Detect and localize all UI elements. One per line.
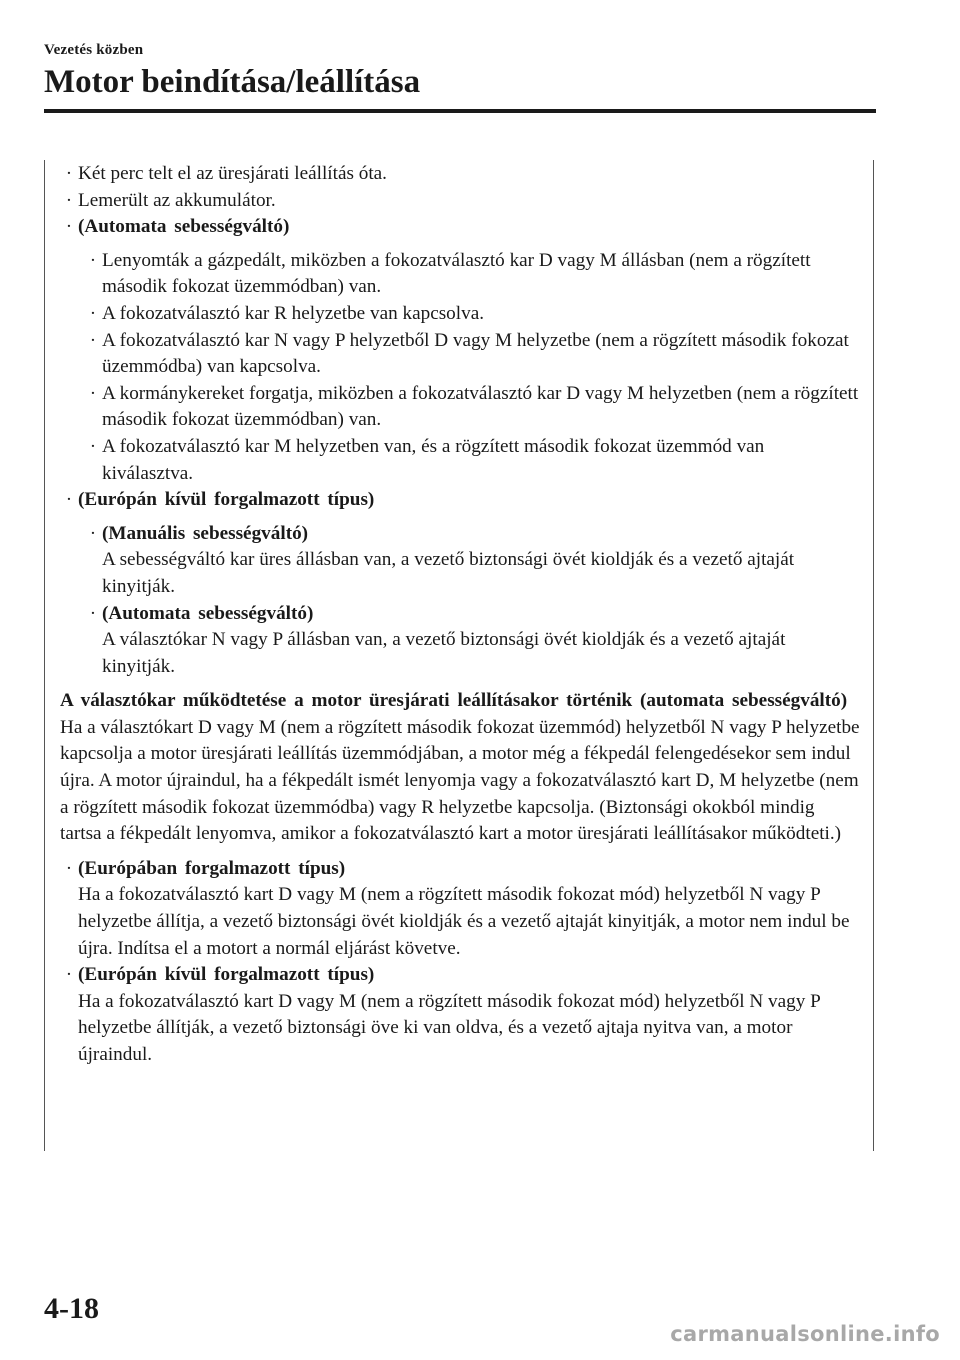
bullet-icon: · bbox=[65, 964, 73, 986]
list-item bbox=[60, 962, 860, 1068]
list-item bbox=[84, 328, 860, 381]
automatic-heading: (Automata sebességváltó) bbox=[78, 216, 290, 238]
watermark: carmanualsonline.info bbox=[670, 1322, 940, 1346]
selector-section-heading: A választókar működtetése a motor üresjárati leállításakor történik (automata sebességváltó) bbox=[60, 690, 848, 712]
list-item-text: A választókar N vagy P állásban van, a vezető biztonsági övét kioldják és a vezető ajtaját kinyitják. bbox=[102, 629, 786, 677]
list-item bbox=[84, 434, 860, 487]
left-margin-rule bbox=[44, 160, 45, 1151]
bullet-icon: · bbox=[65, 163, 73, 184]
page-content bbox=[60, 161, 860, 1069]
right-margin-rule bbox=[873, 160, 874, 1151]
list-item-text: A fokozatválasztó kar R helyzetbe van kapcsolva. bbox=[102, 302, 485, 324]
bullet-icon: · bbox=[89, 302, 97, 324]
title-rule bbox=[44, 109, 876, 113]
europe-heading: (Európában forgalmazott típus) bbox=[78, 857, 346, 879]
page-number: 4-18 bbox=[44, 1292, 99, 1325]
automatic-subheading: (Automata sebességváltó) bbox=[102, 602, 314, 624]
bullet-icon: · bbox=[89, 522, 97, 544]
list-item-text: A fokozatválasztó kar N vagy P helyzetből D vagy M helyzetbe (nem a rögzített második fokozat üzemmódba) van kapcsolva. bbox=[102, 329, 849, 378]
bullet-icon: · bbox=[89, 329, 97, 351]
list-item bbox=[84, 601, 860, 681]
list-item bbox=[84, 301, 860, 328]
page-title: Motor beindítása/leállítása bbox=[44, 64, 421, 100]
section-label: Vezetés közben bbox=[44, 42, 144, 58]
list-item-text: Két perc telt el az üresjárati leállítás óta. bbox=[78, 163, 387, 184]
list-item-text: Lemerült az akkumulátor. bbox=[78, 189, 276, 211]
bullet-icon: · bbox=[65, 489, 73, 511]
list-item bbox=[60, 188, 860, 215]
manual-heading: (Manuális sebességváltó) bbox=[102, 522, 309, 544]
list-item bbox=[84, 381, 860, 434]
bullet-icon: · bbox=[89, 435, 97, 457]
bullet-icon: · bbox=[89, 382, 97, 404]
list-item-text: Ha a fokozatválasztó kart D vagy M (nem a rögzített második fokozat mód) helyzetből N vagy P helyzetbe állítja, a vezető biztonsági övét kioldják és a vezető ajtaját kinyitják, a motor nem indul be újra. Indítsa el a motort a normál eljárást követve. bbox=[78, 884, 850, 959]
bullet-icon: · bbox=[89, 602, 97, 624]
bullet-icon: · bbox=[89, 249, 97, 271]
selector-section-body: Ha a választókart D vagy M (nem a rögzített második fokozat üzemmód) helyzetből N vagy P helyzetbe kapcsolja a motor üresjárati leállítás üzemmódjában, a motor még a fékpedál felengedésekor sem indul újra. A motor újraindul, ha a fékpedált ismét lenyomja vagy a fokozatválasztó kart D, M helyzetbe (nem a rögzített második fokozat üzemmódba) vagy R helyzetbe kapcsolja. (Biztonsági okokból mindig tartsa a fékpedált lenyomva, amikor a fokozatválasztó kart a motor üresjárati leállításakor működteti.) bbox=[60, 716, 860, 845]
list-item bbox=[84, 248, 860, 301]
non-europe-heading: (Európán kívül forgalmazott típus) bbox=[78, 489, 375, 511]
bullet-icon: · bbox=[65, 216, 73, 238]
list-item-text: Lenyomták a gázpedált, miközben a fokozatválasztó kar D vagy M állásban (nem a rögzített második fokozat üzemmódban) van. bbox=[102, 249, 811, 298]
list-item bbox=[60, 487, 860, 514]
list-item-text: Ha a fokozatválasztó kart D vagy M (nem a rögzített második fokozat mód) helyzetből N vagy P helyzetbe állítják, a vezető biztonsági öve ki van oldva, és a vezető ajtaja nyitva van, a motor újraindul. bbox=[78, 990, 821, 1065]
bullet-icon: · bbox=[65, 189, 73, 211]
list-item bbox=[60, 161, 860, 188]
list-item-text: A fokozatválasztó kar M helyzetben van, és a rögzített második fokozat üzemmód van kiválasztva. bbox=[102, 435, 765, 484]
bullet-icon: · bbox=[65, 857, 73, 879]
non-europe-heading-2: (Európán kívül forgalmazott típus) bbox=[78, 964, 375, 986]
list-item-text: A kormánykereket forgatja, miközben a fokozatválasztó kar D vagy M helyzetben (nem a rögzített második fokozat üzemmódban) van. bbox=[102, 382, 859, 431]
list-item bbox=[84, 521, 860, 601]
list-item bbox=[60, 214, 860, 241]
list-item-text: A sebességváltó kar üres állásban van, a vezető biztonsági övét kioldják és a vezető ajtaját kinyitják. bbox=[102, 549, 795, 597]
list-item bbox=[60, 856, 860, 962]
